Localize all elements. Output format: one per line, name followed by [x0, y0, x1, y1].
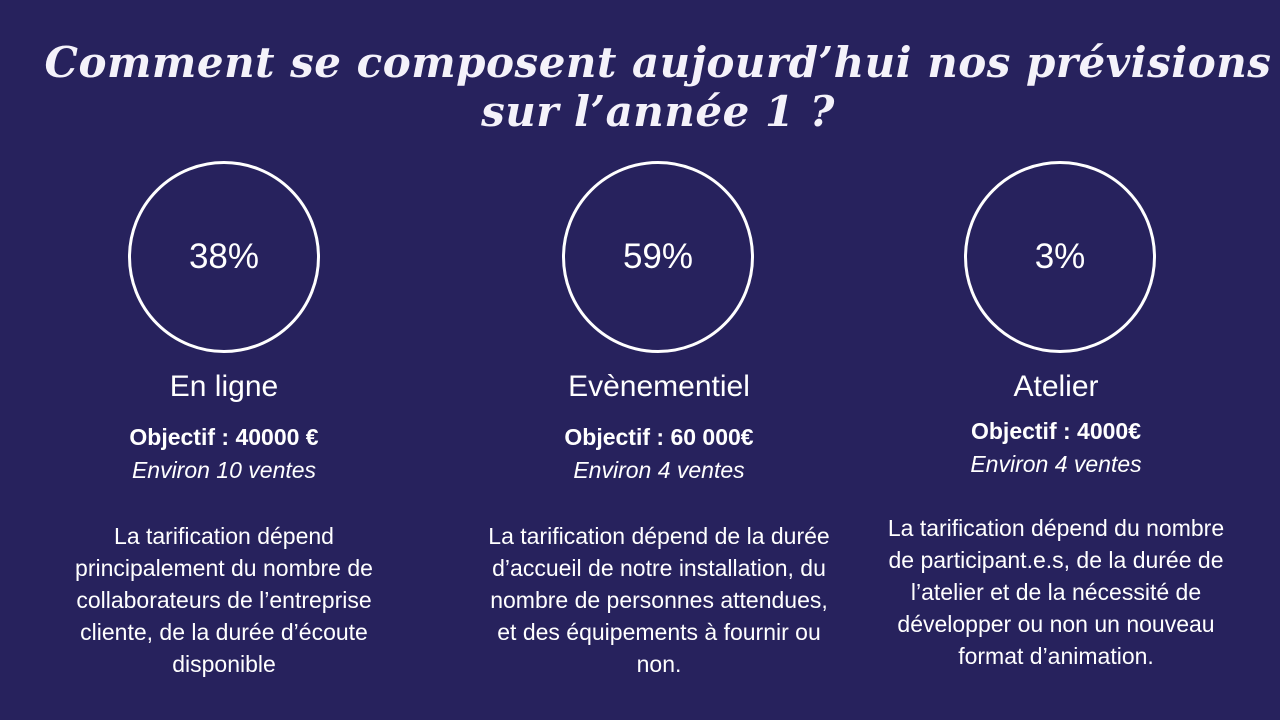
percent-value: 3% [1034, 237, 1086, 276]
sales-estimate: Environ 4 ventes [573, 457, 745, 483]
forecast-column-events [484, 0, 834, 720]
description-text: La tarification dépend du nombre de participant.e.s, de la durée de l’atelier et de la nécessité de développer ou non un nouveau format d’animation. [887, 515, 1225, 669]
column-name: Atelier [1013, 370, 1099, 403]
description-text: La tarification dépend principalement du nombre de collaborateurs de l’entreprise cliente, de la durée d’écoute disponible [75, 523, 373, 677]
percent-value: 59% [622, 237, 694, 276]
percent-value: 38% [188, 237, 260, 276]
sales-estimate: Environ 4 ventes [970, 451, 1142, 477]
sales-estimate: Environ 10 ventes [131, 457, 317, 483]
column-name: En ligne [169, 370, 279, 403]
page-title: Comment se composent aujourd’hui nos prévisions sur l’année 1 ? [44, 38, 1272, 136]
forecast-column-workshop [880, 0, 1232, 720]
percent-circle [964, 161, 1156, 353]
objective-label: Objectif : 4000€ [970, 418, 1142, 444]
forecast-column-online [44, 0, 404, 720]
description-text: La tarification dépend de la durée d’accueil de notre installation, du nombre de personnes attendues, et des équipements à fournir ou non. [488, 523, 830, 677]
percent-circle [128, 161, 320, 353]
column-name: Evènementiel [568, 370, 750, 403]
objective-label: Objectif : 60 000€ [564, 424, 754, 450]
objective-label: Objectif : 40000 € [129, 424, 319, 450]
percent-circle [562, 161, 754, 353]
